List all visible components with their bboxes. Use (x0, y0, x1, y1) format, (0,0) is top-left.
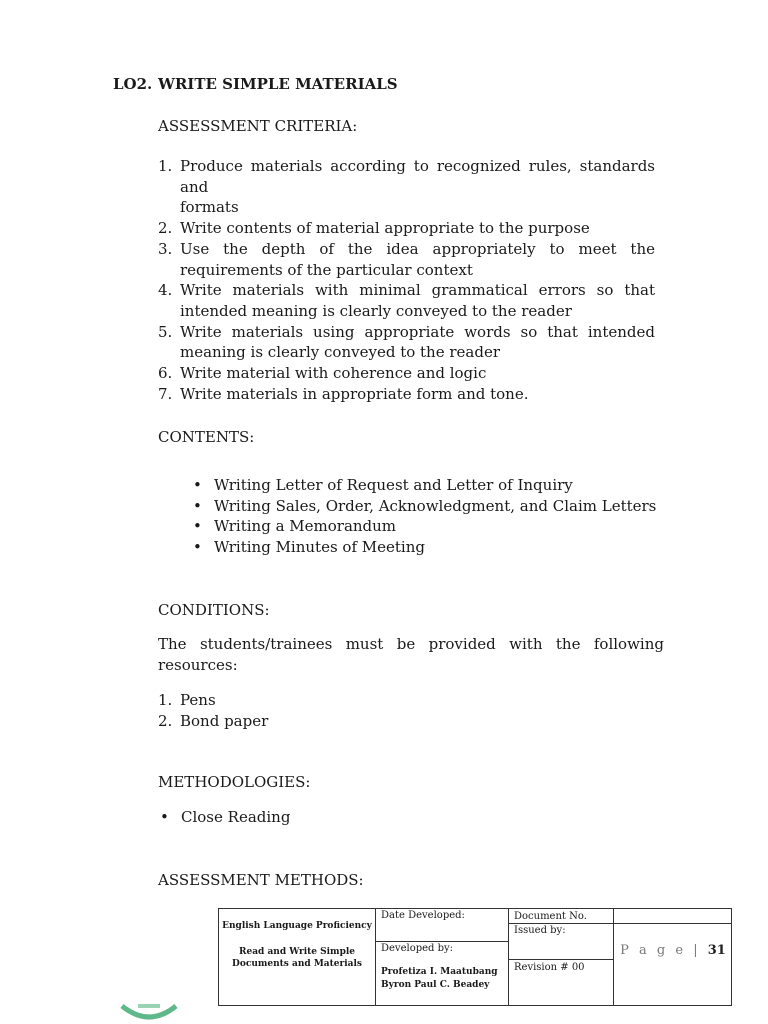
footer-course-title: English Language Proficiency (222, 921, 372, 931)
contents-list (191, 475, 656, 558)
list-item: • Writing Sales, Order, Acknowledgment, and Claim Letters (193, 496, 657, 515)
list-item: • Writing Minutes of Meeting (193, 538, 425, 557)
section-heading (113, 75, 398, 93)
conditions-text: The students/trainees must be provided with the following resources: (158, 635, 664, 674)
contents-label: CONTENTS: (158, 428, 255, 446)
footer-revision: Revision # 00 (514, 962, 585, 973)
list-item: 1. Produce materials according to recognized rules, standards and formats (158, 157, 655, 217)
footer-developed-by: Developed by: (381, 943, 454, 954)
list-item: 5. Write materials using appropriate words so that intended meaning is clearly conveyed to the reader (158, 322, 655, 362)
assessment-criteria-label: ASSESSMENT CRITERIA: (158, 117, 358, 135)
footer-issued-by: Issued by: (514, 925, 566, 936)
school-logo-icon (118, 996, 180, 1024)
list-item: • Writing Letter of Request and Letter of Inquiry (193, 476, 573, 494)
methodologies-label: METHODOLOGIES: (158, 773, 311, 791)
list-item: 2. Write contents of material appropriate to the purpose (158, 219, 590, 238)
footer-module-title: Read and Write Simple Documents and Materials (232, 947, 362, 969)
footer-page-number: P a g e | 31 (620, 943, 726, 958)
list-item: 1. Pens (158, 691, 216, 709)
footer-document-no: Document No. (514, 911, 587, 922)
list-item: 7. Write materials in appropriate form and tone. (158, 384, 529, 403)
conditions-list (158, 690, 655, 731)
list-item: • Close Reading (160, 808, 291, 826)
list-item: 4. Write materials with minimal grammatical errors so that intended meaning is clearly conveyed to the reader (158, 281, 655, 320)
list-item: • Writing a Memorandum (193, 517, 397, 536)
list-item: 6. Write material with coherence and logic (158, 364, 487, 383)
methodologies-list (158, 807, 290, 828)
footer-author-1: Profetiza I. Maatubang (381, 967, 498, 977)
assessment-methods-label: ASSESSMENT METHODS: (158, 871, 364, 889)
footer-table (218, 908, 732, 1006)
footer-author-2: Byron Paul C. Beadey (381, 980, 490, 990)
list-item: 2. Bond paper (158, 711, 269, 730)
footer-date-developed: Date Developed: (381, 910, 465, 921)
list-item: 3. Use the depth of the idea appropriately to meet the requirements of the particular context (158, 239, 655, 279)
conditions-label: CONDITIONS: (158, 601, 270, 619)
section-title: WRITE SIMPLE MATERIALS (158, 75, 398, 93)
section-number: LO2. (113, 75, 153, 93)
assessment-criteria-list (158, 156, 655, 404)
